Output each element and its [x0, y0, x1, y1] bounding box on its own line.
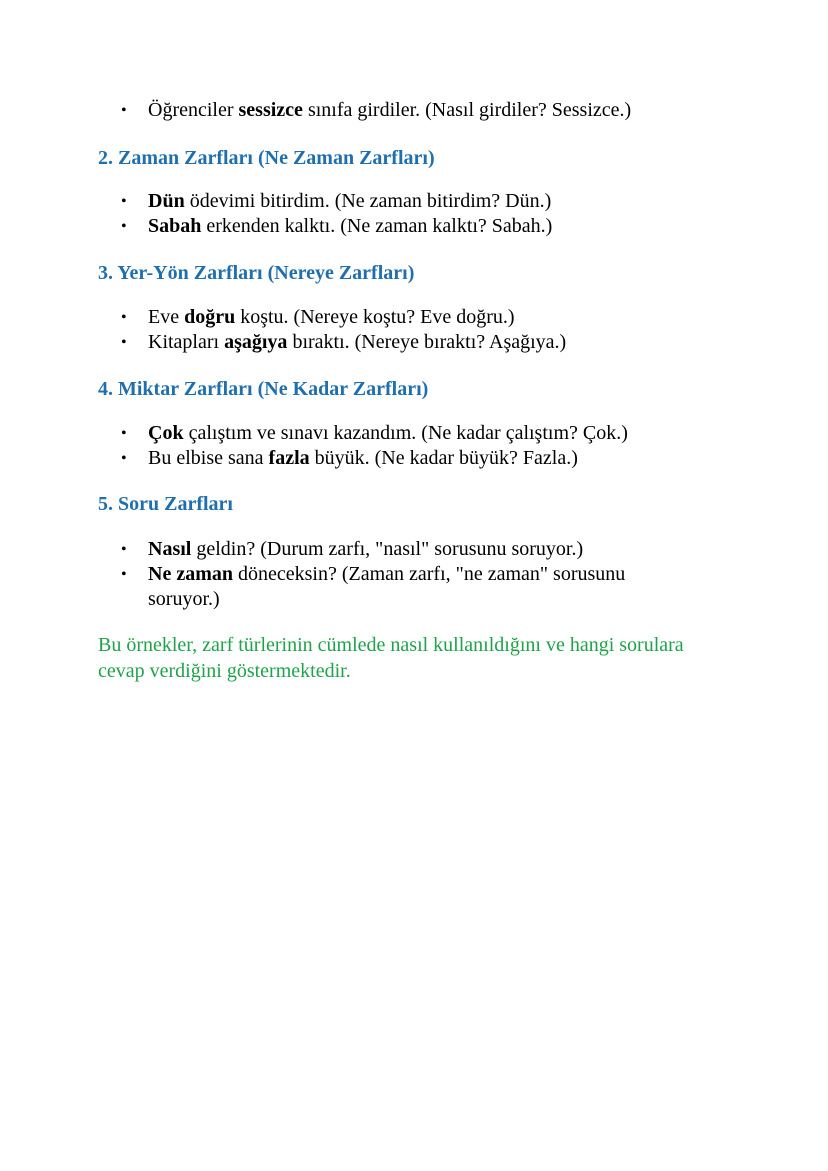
example-list-yer-yon — [121, 305, 721, 355]
section-heading-yer-yon: 3. Yer-Yön Zarfları (Nereye Zarfları) — [98, 262, 415, 284]
adverb-emphasis: fazla — [268, 447, 310, 469]
adverb-emphasis: sessizce — [238, 99, 303, 121]
list-item: • Dün ödevimi bitirdim. (Ne zaman bitirdim? Dün.) — [121, 189, 721, 214]
list-item: • Eve doğru koştu. (Nereye koştu? Eve doğru.) — [121, 305, 721, 330]
example-list-soru — [121, 537, 681, 612]
section-heading-zaman: 2. Zaman Zarfları (Ne Zaman Zarfları) — [98, 147, 435, 169]
list-item: • Sabah erkenden kalktı. (Ne zaman kalktı? Sabah.) — [121, 214, 721, 239]
list-item: • Çok çalıştım ve sınavı kazandım. (Ne kadar çalıştım? Çok.) — [121, 421, 721, 446]
adverb-emphasis: aşağıya — [224, 331, 288, 353]
adverb-emphasis: Çok — [148, 422, 184, 444]
example-list-miktar — [121, 421, 721, 471]
list-item: • Bu elbise sana fazla büyük. (Ne kadar büyük? Fazla.) — [121, 446, 721, 471]
list-item: • Nasıl geldin? (Durum zarfı, "nasıl" sorusunu soruyor.) — [121, 537, 681, 562]
adverb-emphasis: doğru — [184, 306, 236, 328]
example-list-1 — [121, 98, 721, 123]
adverb-emphasis: Sabah — [148, 215, 202, 237]
adverb-emphasis: Dün — [148, 190, 185, 212]
list-item: • Ne zaman döneceksin? (Zaman zarfı, "ne zaman" sorusunu soruyor.) — [121, 562, 681, 612]
closing-paragraph: Bu örnekler, zarf türlerinin cümlede nasıl kullanıldığını ve hangi sorulara cevap verdiğini göstermektedir. — [98, 634, 684, 682]
list-item: • Kitapları aşağıya bıraktı. (Nereye bıraktı? Aşağıya.) — [121, 330, 721, 355]
adverb-emphasis: Nasıl — [148, 538, 192, 560]
adverb-emphasis: Ne zaman — [148, 563, 233, 585]
section-heading-soru: 5. Soru Zarfları — [98, 493, 233, 515]
example-list-zaman — [121, 189, 721, 239]
section-heading-miktar: 4. Miktar Zarfları (Ne Kadar Zarfları) — [98, 378, 429, 400]
list-item: • Öğrenciler sessizce sınıfa girdiler. (Nasıl girdiler? Sessizce.) — [121, 98, 721, 123]
